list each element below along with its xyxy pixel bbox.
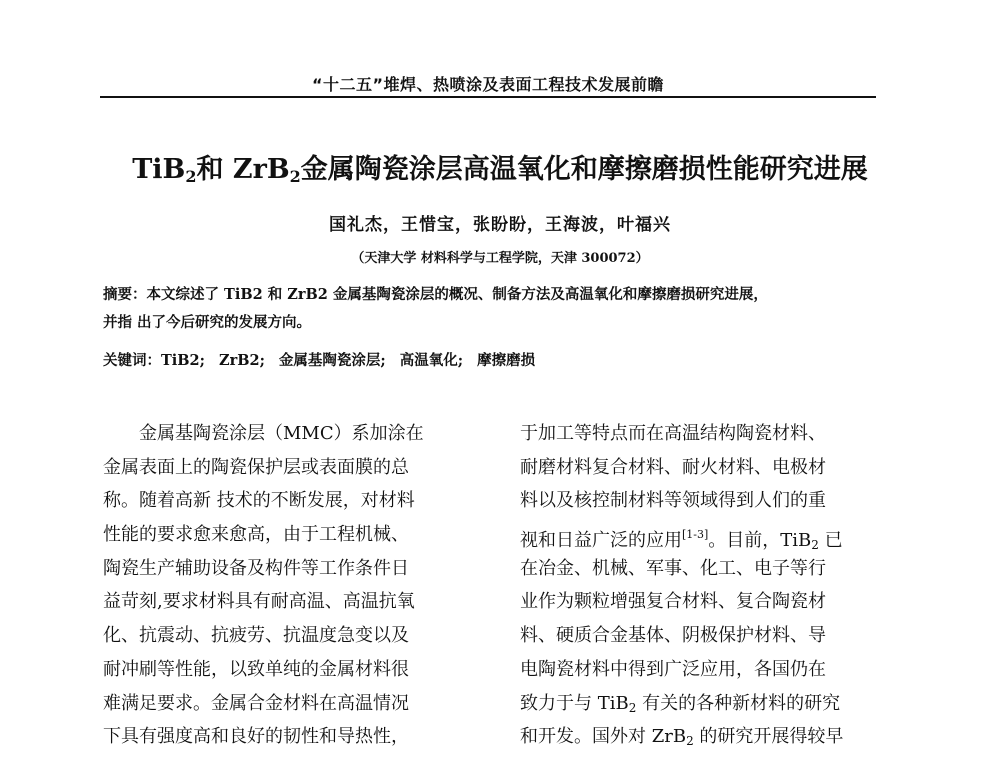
body-left-line-4: 性能的要求愈来愈高，由于工程机械、 — [103, 524, 409, 546]
keywords — [103, 349, 883, 373]
keyword-2: ZrB2; — [219, 352, 265, 369]
body-right-line-6: 业作为颗粒增强复合材料、复合陶瓷材 — [520, 591, 826, 613]
running-header: “十二五”堆焊、热喷涂及表面工程技术发展前瞻 — [311, 75, 665, 94]
title-subscript-2: 2 — [289, 167, 301, 186]
title-part-1: TiB — [132, 154, 186, 185]
keywords-label: 关键词： — [103, 353, 161, 369]
body-left-line-6: 益苛刻,要求材料具有耐高温、高温抗氧 — [103, 591, 415, 613]
keyword-3: 金属基陶瓷涂层; — [278, 352, 386, 369]
keyword-5: 摩擦磨损 — [477, 352, 536, 369]
abstract — [103, 281, 883, 337]
keyword-1: TiB2; — [161, 352, 205, 369]
title-part-2: 和 ZrB — [196, 154, 290, 185]
subscript-2: 2 — [628, 700, 637, 715]
body-right-line-4-c: 已 — [818, 530, 843, 552]
authors: 国礼杰，王惜宝，张盼盼，王海波，叶福兴 — [329, 215, 671, 235]
citation-ref: [1-3] — [682, 528, 709, 542]
body-right-line-2: 耐磨材料复合材料、耐火材料、电极材 — [520, 456, 826, 478]
subscript-2: 2 — [686, 734, 694, 749]
body-column-left — [103, 417, 463, 754]
body-right-line-4-b: 。目前，TiB — [708, 530, 812, 552]
body-left-line-2: 金属表面上的陶瓷保护层或表面膜的总 — [103, 456, 409, 478]
body-left-line-9: 难满足要求。金属合金材料在高温情况 — [103, 692, 409, 714]
abstract-line-1: 本文综述了 TiB2 和 ZrB2 金属基陶瓷涂层的概况、制备方法及高温氧化和摩擦磨损研究进展， — [146, 286, 768, 303]
affiliation: （天津大学 材料科学与工程学院，天津 300072） — [351, 251, 649, 266]
title-subscript-1: 2 — [185, 167, 197, 186]
abstract-line-2: 并指 出了今后研究的发展方向。 — [103, 314, 312, 331]
body-left-line-5: 陶瓷生产辅助设备及构件等工作条件日 — [103, 557, 409, 579]
body-right-line-10-b: 的研究开展得较早 — [693, 726, 844, 748]
body-right-line-10 — [520, 720, 880, 754]
subscript-2: 2 — [811, 538, 819, 553]
body-left-line-3: 称。随着高新 技术的不断发展，对材料 — [103, 490, 415, 512]
body-column-right — [520, 417, 880, 754]
body-right-line-5: 在冶金、机械、军事、化工、电子等行 — [520, 557, 826, 579]
body-right-line-4-a: 视和日益广泛的应用 — [520, 530, 682, 552]
body-right-line-9-b: 有关的各种新材料的研究 — [636, 692, 841, 714]
body-right-line-7: 料、硬质合金基体、阴极保护材料、导 — [520, 625, 826, 647]
title-part-3: 金属陶瓷涂层高温氧化和摩擦磨损性能研究进展 — [300, 154, 868, 185]
body-right-line-10-a: 和开发。国外对 ZrB — [520, 726, 687, 748]
body-right-line-8: 电陶瓷材料中得到广泛应用，各国仍在 — [520, 658, 826, 680]
body-left-line-1: 金属基陶瓷涂层（MMC）系加涂在 — [139, 423, 424, 444]
body-right-line-9 — [520, 687, 880, 721]
body-right-line-4 — [520, 518, 880, 552]
body-left-line-7: 化、抗震动、抗疲劳、抗温度急变以及 — [103, 625, 409, 647]
abstract-label: 摘要： — [103, 287, 147, 303]
keyword-4: 高温氧化; — [399, 352, 464, 369]
body-left-line-10: 下具有强度高和良好的韧性和导热性， — [103, 726, 409, 748]
body-right-line-3: 料以及核控制材料等领域得到人们的重 — [520, 490, 826, 512]
paper-title — [60, 147, 940, 186]
body-left-line-8: 耐冲刷等性能，以致单纯的金属材料很 — [103, 658, 409, 680]
body-right-line-1: 于加工等特点而在高温结构陶瓷材料、 — [520, 423, 826, 444]
body-right-line-9-a: 致力于与 TiB — [520, 692, 629, 714]
header-rule — [100, 96, 876, 98]
